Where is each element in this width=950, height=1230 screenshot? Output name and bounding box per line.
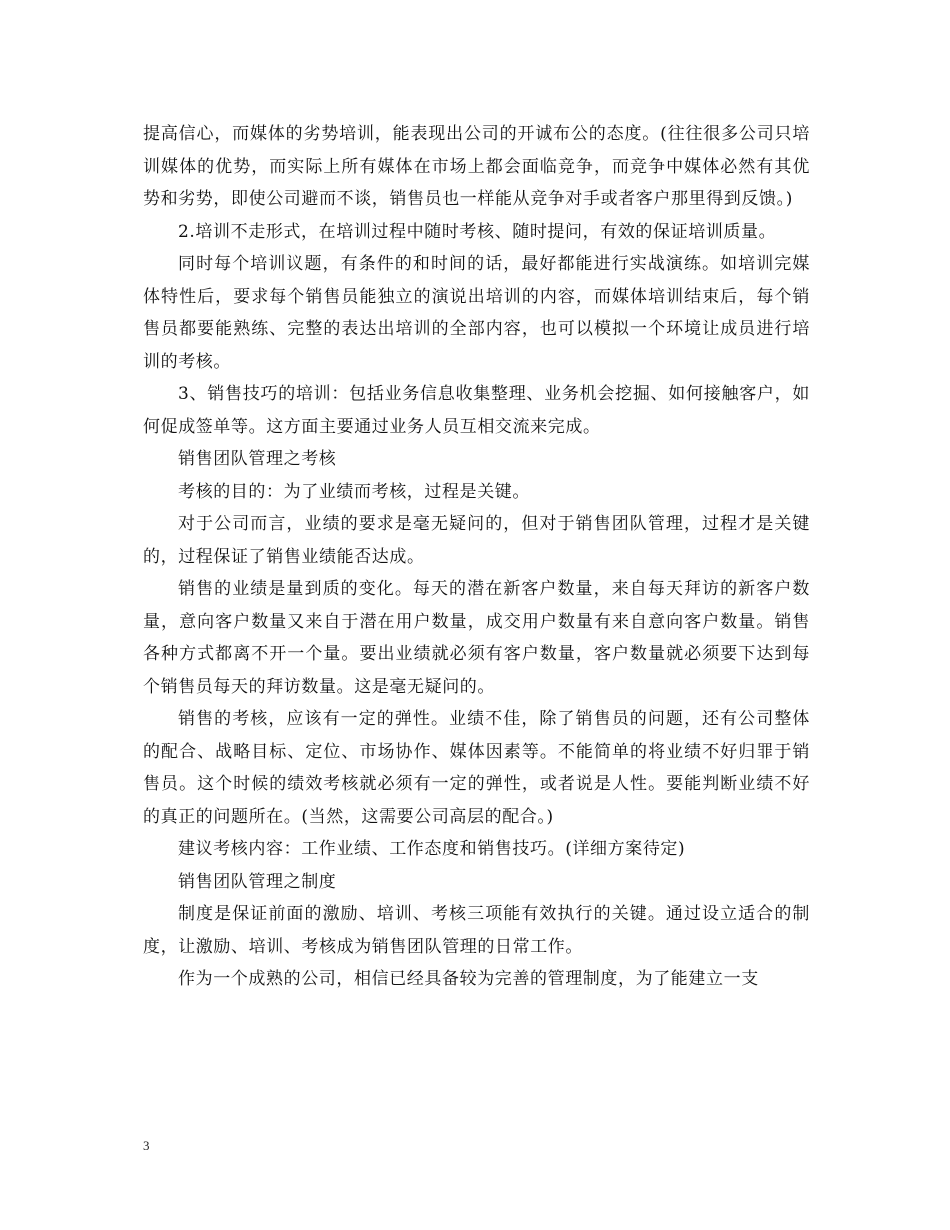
paragraph-process-is-key: 对于公司而言，业绩的要求是毫无疑问的，但对于销售团队管理，过程才是关键的，过程保证了销售业绩能否达成。 xyxy=(143,514,810,567)
page-number: 3 xyxy=(143,1138,150,1153)
paragraph-quantity-to-quality: 销售的业绩是量到质的变化。每天的潜在新客户数量，来自每天拜访的新客户数量，意向客户数量又来自于潜在用户数量，成交用户数量有来自意向客户数量。销售各种方式都离不开一个量。要出业绩就必须有客户数量，客户数量就必须要下达到每个销售员每天的拜访数量。这是毫无疑问的。 xyxy=(143,579,810,697)
paragraph-media-weakness-training: 提高信心，而媒体的劣势培训，能表现出公司的开诚布公的态度。(往往很多公司只培训媒体的优势，而实际上所有媒体在市场上都会面临竞争，而竞争中媒体必然有其优势和劣势，即使公司避而不谈，销售员也一样能从竞争对手或者客户那里得到反馈。) xyxy=(143,124,810,209)
paragraph-sales-skills-training: 3、销售技巧的培训：包括业务信息收集整理、业务机会挖掘、如何接触客户，如何促成签单等。这方面主要通过业务人员互相交流来完成。 xyxy=(143,384,810,437)
section-heading-assessment: 销售团队管理之考核 xyxy=(178,449,337,469)
paragraph-practical-drills: 同时每个培训议题，有条件的和时间的话，最好都能进行实战演练。如培训完媒体特性后，要求每个销售员能独立的演说出培训的内容，而媒体培训结束后，每个销售员都要能熟练、完整的表达出培训的全部内容，也可以模拟一个环境让成员进行培训的考核。 xyxy=(143,254,810,372)
paragraph-assessment-purpose: 考核的目的：为了业绩而考核，过程是关键。 xyxy=(178,481,530,502)
document-body xyxy=(143,118,810,996)
paragraph-system-is-key: 制度是保证前面的激励、培训、考核三项能有效执行的关键。通过设立适合的制度，让激励、培训、考核成为销售团队管理的日常工作。 xyxy=(143,904,810,957)
paragraph-mature-company: 作为一个成熟的公司，相信已经具备较为完善的管理制度，为了能建立一支 xyxy=(178,969,759,989)
paragraph-suggested-assessment-content: 建议考核内容：工作业绩、工作态度和销售技巧。(详细方案待定) xyxy=(178,839,686,859)
section-heading-system: 销售团队管理之制度 xyxy=(178,871,337,892)
paragraph-assessment-flexibility: 销售的考核，应该有一定的弹性。业绩不佳，除了销售员的问题，还有公司整体的配合、战略目标、定位、市场协作、媒体因素等。不能简单的将业绩不好归罪于销售员。这个时候的绩效考核就必须有一定的弹性，或者说是人性。要能判断业绩不好的真正的问题所在。(当然，这需要公司高层的配合。) xyxy=(143,709,810,827)
paragraph-training-not-formality: 2.培训不走形式，在培训过程中随时考核、随时提问，有效的保证培训质量。 xyxy=(178,221,777,242)
